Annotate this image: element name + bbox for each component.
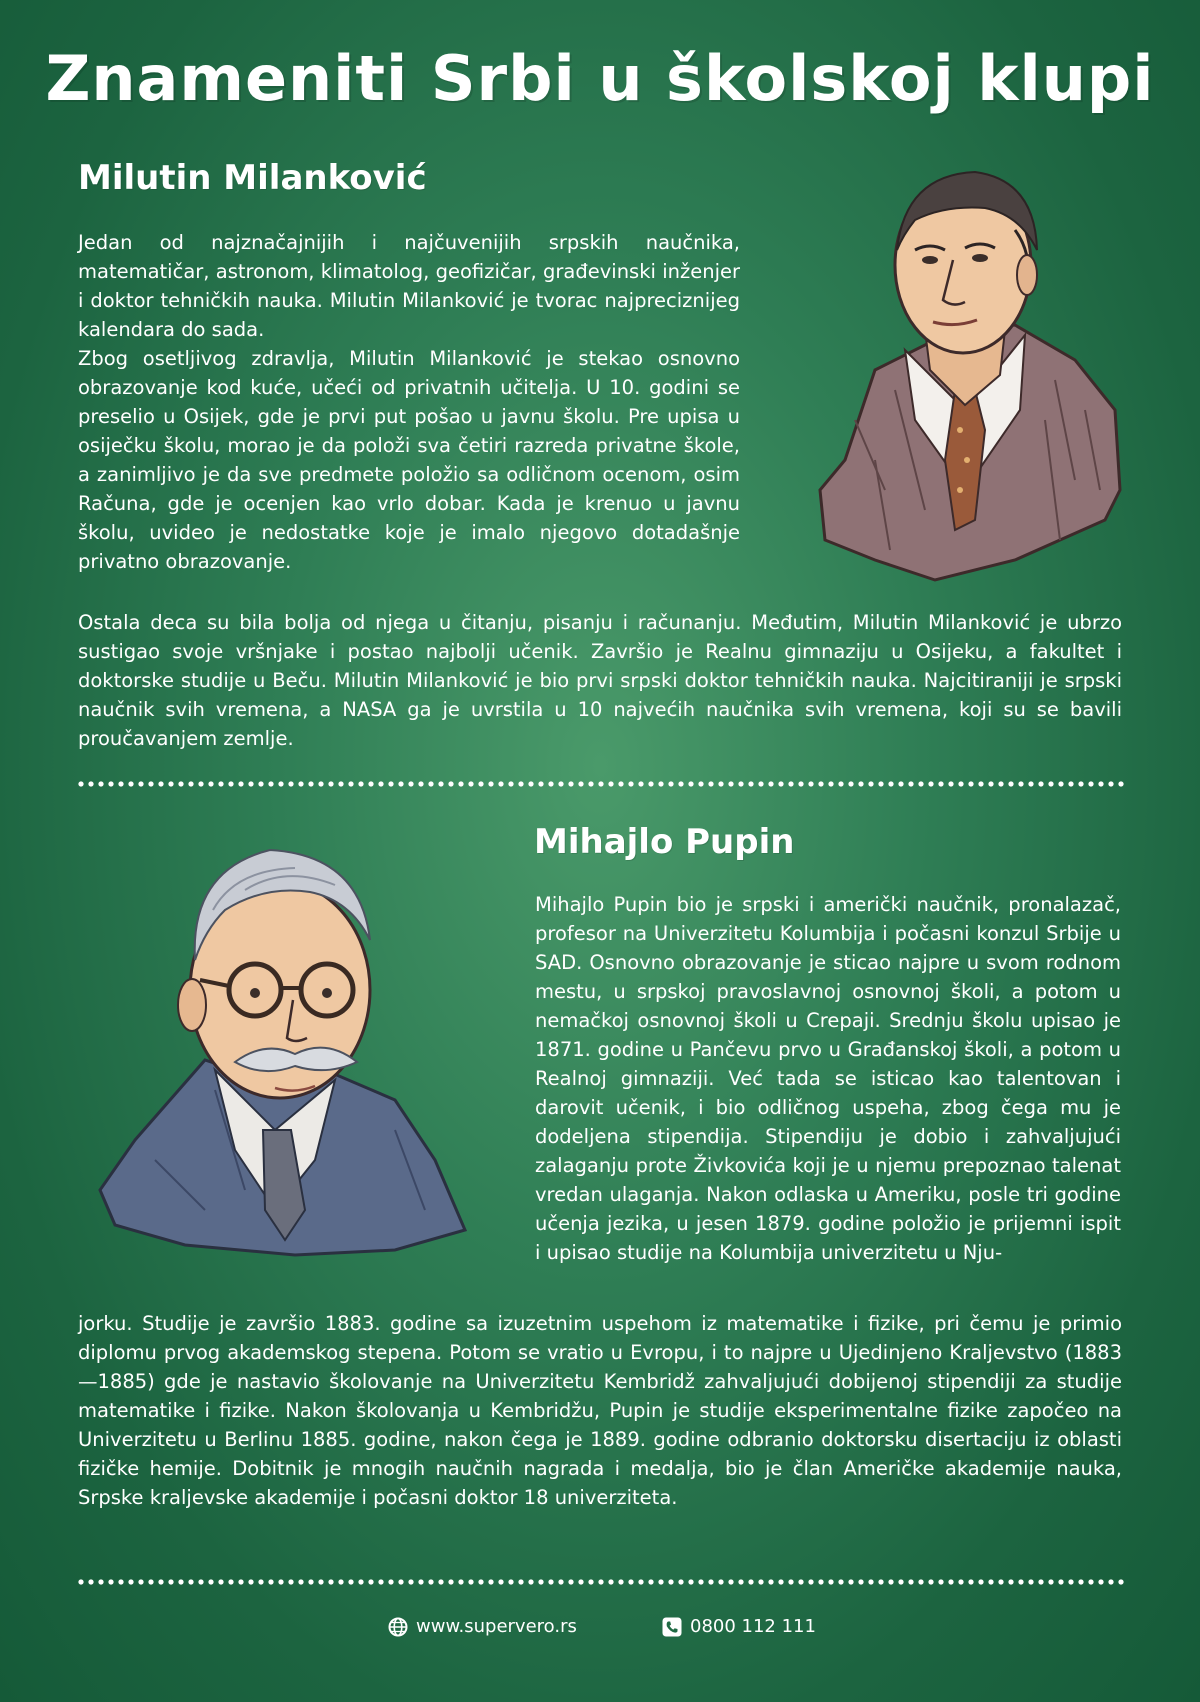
- milankovic-paragraph-1: Jedan od najznačajnijih i najčuvenijih srpskih naučnika, matematičar, astronom, klimatolog, geofizičar, građevinski inženjer i doktor tehničkih nauka. Milutin Milanković je tvorac najpreciznijeg kalendara do sada.: [78, 231, 740, 341]
- footer-phone[interactable]: [662, 1616, 816, 1637]
- website-link[interactable]: www.supervero.rs: [416, 1616, 577, 1637]
- footer-website[interactable]: [388, 1616, 577, 1637]
- phone-icon: [662, 1617, 682, 1637]
- pupin-paragraph-2: jorku. Studije je završio 1883. godine sa izuzetnim uspehom iz matematike i fizike, pri čemu je primio diplomu prvog akademskog stepena. Potom se vratio u Evropu, i to najpre u Ujedinjeno Kraljevstvo (1883—1885) gde je nastavio školovanje na Univerzitetu Kembridž zahvaljujući dobijenoj stipendiji za studije matematike i fizike. Nakon školovanja u Kembridžu, Pupin je studije eksperimentalne fizike započeo na Univerzitetu u Berlinu 1885. godine, nakon čega je 1889. godine odbranio doktorsku disertaciju iz oblasti fizičke hemije. Dobitnik je mnogih naučnih nagrada i medalja, bio je član Američke akademije nauka, Srpske kraljevske akademije i počasni doktor 18 univerziteta.: [78, 1312, 1122, 1509]
- milankovic-paragraph-2: Zbog osetljivog zdravlja, Milutin Milanković je stekao osnovno obrazovanje kod kuće, učeći od privatnih učitelja. U 10. godini se preselio u Osijek, gde je prvi put pošao u javnu školu. Pre upisa u osiječku školu, morao je da položi sva četiri razreda privatne škole, a zanimljivo je da sve predmete položio sa odličnom ocenom, osim Računa, gde je ocenjen kao vrlo dobar. Kada je krenuo u javnu školu, uvideo je nedostatke koje je imalo njegovo dotadašnje privatno obrazovanje.: [78, 347, 740, 573]
- phone-number[interactable]: 0800 112 111: [690, 1616, 816, 1637]
- page-title: Znameniti Srbi u školskoj klupi: [45, 42, 1155, 115]
- milankovic-portrait: [815, 160, 1125, 590]
- footer: [0, 1616, 1200, 1646]
- section-divider: [76, 781, 1124, 787]
- milankovic-text-bottom: [78, 608, 1122, 753]
- milankovic-heading: Milutin Milanković: [78, 158, 427, 198]
- footer-divider: [76, 1579, 1124, 1585]
- pupin-portrait: [95, 830, 475, 1260]
- pupin-heading: Mihajlo Pupin: [534, 822, 795, 862]
- globe-icon: [388, 1617, 408, 1637]
- pupin-paragraph-1: Mihajlo Pupin bio je srpski i američki naučnik, pronalazač, profesor na Univerzitetu Kolumbija i počasni konzul Srbije u SAD. Osnovno obrazovanje je sticao najpre u svom rodnom mestu, u srpskoj pravoslavnoj osnovnoj školi, a potom u nemačkoj osnovnoj školi u Crepaji. Srednju školu upisao je 1871. godine u Pančevu prvo u Građanskoj školi, a potom u Realnoj gimnaziji. Već tada se isticao kao talentovan i darovit učenik, i bio odličnog uspeha, zbog čega mu je dodeljena stipendija. Stipendiju je dobio i zahvaljujući zalaganju prote Živkovića koji je u njemu prepoznao talenat vredan ulaganja. Nakon odlaska u Ameriku, posle tri godine učenja jezika, u jesen 1879. godine položio je prijemni ispit i upisao studije na Kolumbija univerzitetu u Nju-: [535, 893, 1121, 1264]
- milankovic-paragraph-3: Ostala deca su bila bolja od njega u čitanju, pisanju i računanju. Međutim, Milutin Milanković je ubrzo sustigao svoje vršnjake i postao najbolji učenik. Završio je Realnu gimnaziju u Osijeku, a fakultet i doktorske studije u Beču. Milutin Milanković je bio prvi srpski doktor tehničkih nauka. Najcitiraniji je srpski naučnik svih vremena, a NASA ga je uvrstila u 10 najvećih naučnika svih vremena, koji su se bavili proučavanjem zemlje.: [78, 611, 1122, 750]
- milankovic-text-top: [78, 228, 740, 576]
- pupin-text-right: [535, 890, 1121, 1267]
- pupin-text-bottom: [78, 1309, 1122, 1512]
